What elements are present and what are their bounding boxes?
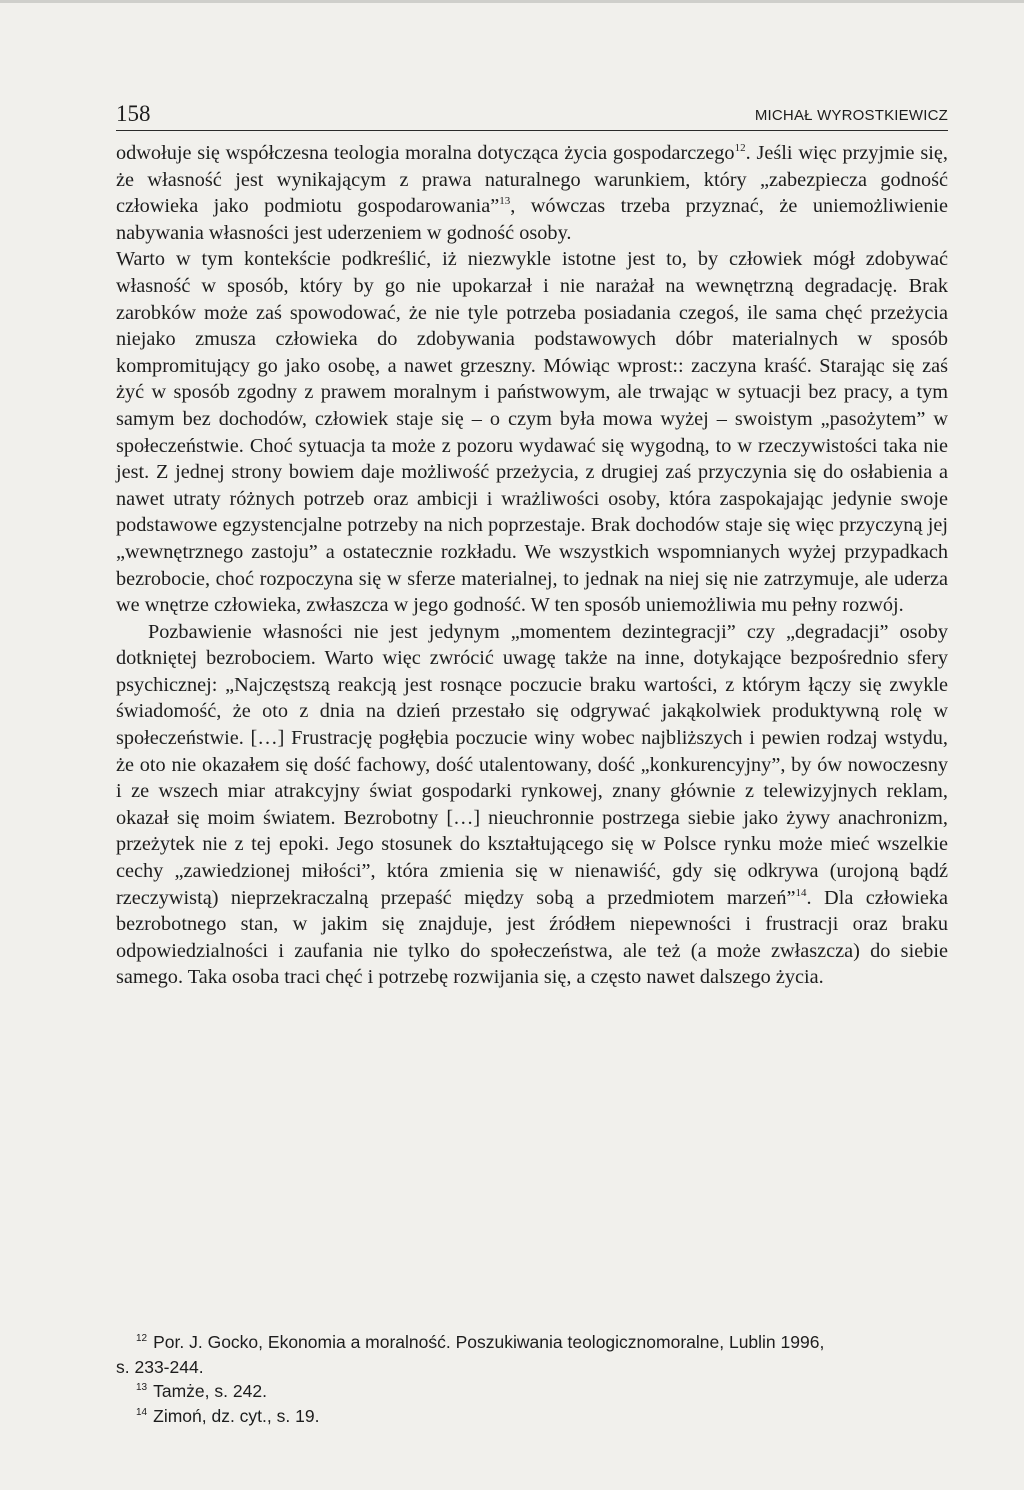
footnote xyxy=(116,1330,948,1355)
footnote-number: 13 xyxy=(136,1382,148,1394)
body-paragraph xyxy=(116,140,948,246)
body-paragraph xyxy=(116,246,948,618)
footnote-continuation: s. 233-244. xyxy=(116,1356,204,1377)
footnote-ref: 14 xyxy=(795,886,807,899)
paragraph-text: . Jeśli więc przyjmie się, że własność jest wynikającym z prawa naturalnego warunkiem, który „zabezpiecza godność człowieka jako podmiotu gospodarowania” xyxy=(116,142,948,218)
footnote xyxy=(116,1379,948,1404)
footnote-ref: 12 xyxy=(734,142,746,155)
footnote-text: Tamże, s. 242. xyxy=(153,1381,267,1401)
footnote xyxy=(116,1404,948,1429)
footnote-number: 12 xyxy=(136,1333,148,1345)
page-number: 158 xyxy=(116,101,151,126)
footnote-text: Zimoń, dz. cyt., s. 19. xyxy=(153,1405,320,1426)
running-head: MICHAŁ WYROSTKIEWICZ xyxy=(754,107,948,124)
footnotes xyxy=(116,1330,948,1428)
paragraph-text: . Dla człowieka bezrobotnego stan, w jakim się znajduje, jest źródłem niepewności i frustracji oraz braku odpowiedzialności i zaufania nie tylko do społeczeństwa, ale też (a może zwłaszcza) do siebie samego. Taka osoba traci chęć i potrzebę rozwijania się, a często nawet dalszego życia. xyxy=(116,886,948,989)
body-text xyxy=(116,140,948,991)
footnote-text: Por. J. Gocko, Ekonomia a moralność. Poszukiwania teologicznomoralne, Lublin 1996, xyxy=(153,1332,825,1352)
footnote-number: 14 xyxy=(136,1406,148,1418)
paragraph-text: odwołuje się współczesna teologia moralna dotycząca życia gospodarczego xyxy=(116,142,735,164)
paragraph-text: Warto w tym kontekście podkreślić, iż niezwykle istotne jest to, by człowiek mógł zdobywać własność w sposób, który by go nie upokarzał i nie narażał na wewnętrzną degradację. Brak zarobków może zaś spowodować, że nie tyle potrzeba posiadania czegoś, ile sama chęć przeżycia niejako zmusza człowieka do zdobywania podstawowych dóbr materialnych w sposób kompromitujący go jako osobę, a nawet grzeszny. Mówiąc wprost:: zaczyna kraść. Starając się zaś żyć w sposób zgodny z prawem moralnym i państwowym, ale trwając w sytuacji bez pracy, a tym samym bez dochodów, człowiek staje się – o czym była mowa wyżej – swoistym „pasożytem” w społeczeństwie. Choć sytuacja ta może z pozoru wydawać się wygodną, to w rzeczywistości taka nie jest. Z jednej strony bowiem daje możliwość przeżycia, z drugiej zaś przyczynia się do osłabienia a nawet utraty różnych potrzeb oraz ambicji i wrażliwości osoby, która zaspokajając jedynie swoje podstawowe egzystencjalne potrzeby na nich poprzestaje. Brak dochodów staje się więc przyczyną jej „wewnętrznego zastoju” a ostatecznie rozkładu. We wszystkich wspomnianych wyżej przypadkach bezrobocie, choć rozpoczyna się w sferze materialnej, to jednak na niej się nie zatrzymuje, ale uderza we wnętrze człowieka, zwłaszcza w jego godność. W ten sposób uniemożliwia mu pełny rozwój. xyxy=(116,248,948,617)
page-header xyxy=(116,100,948,131)
body-paragraph xyxy=(116,619,948,991)
scan-edge xyxy=(0,0,1024,3)
footnote-ref: 13 xyxy=(499,195,511,208)
paragraph-text: , wówczas trzeba przyznać, że uniemożliwienie nabywania własności jest uderzeniem w godność osoby. xyxy=(116,195,948,244)
paragraph-text: Pozbawienie własności nie jest jedynym „momentem dezintegracji” czy „degradacji” osoby dotkniętej bezrobociem. Warto więc zwrócić uwagę także na inne, dotykające bezpośrednio sfery psychicznej: „Najczęstszą reakcją jest rosnące poczucie braku wartości, z którym łączy się zwykle świadomość, że oto z dnia na dzień przestało się odgrywać jakąkolwiek produktywną rolę w społeczeństwie. […] Frustrację pogłębia poczucie winy wobec najbliższych i pewien rodzaj wstydu, że oto nie okazałem się dość fachowy, dość utalentowany, dość „konkurencyjny”, by ów nowoczesny i ze wszech miar atrakcyjny świat gospodarki rynkowej, znany głównie z telewizyjnych reklam, okazał się moim światem. Bezrobotny […] nieuchronnie postrzega siebie jako żywy anachronizm, przeżytek nie z tej epoki. Jego stosunek do kształtującego się w Polsce rynku może mieć wszelkie cechy „zawiedzionej miłości”, która zmienia się w nienawiść, gdy się odkrywa (urojoną bądź rzeczywistą) nieprzekraczalną przepaść między sobą a przedmiotem marzeń” xyxy=(116,620,948,909)
